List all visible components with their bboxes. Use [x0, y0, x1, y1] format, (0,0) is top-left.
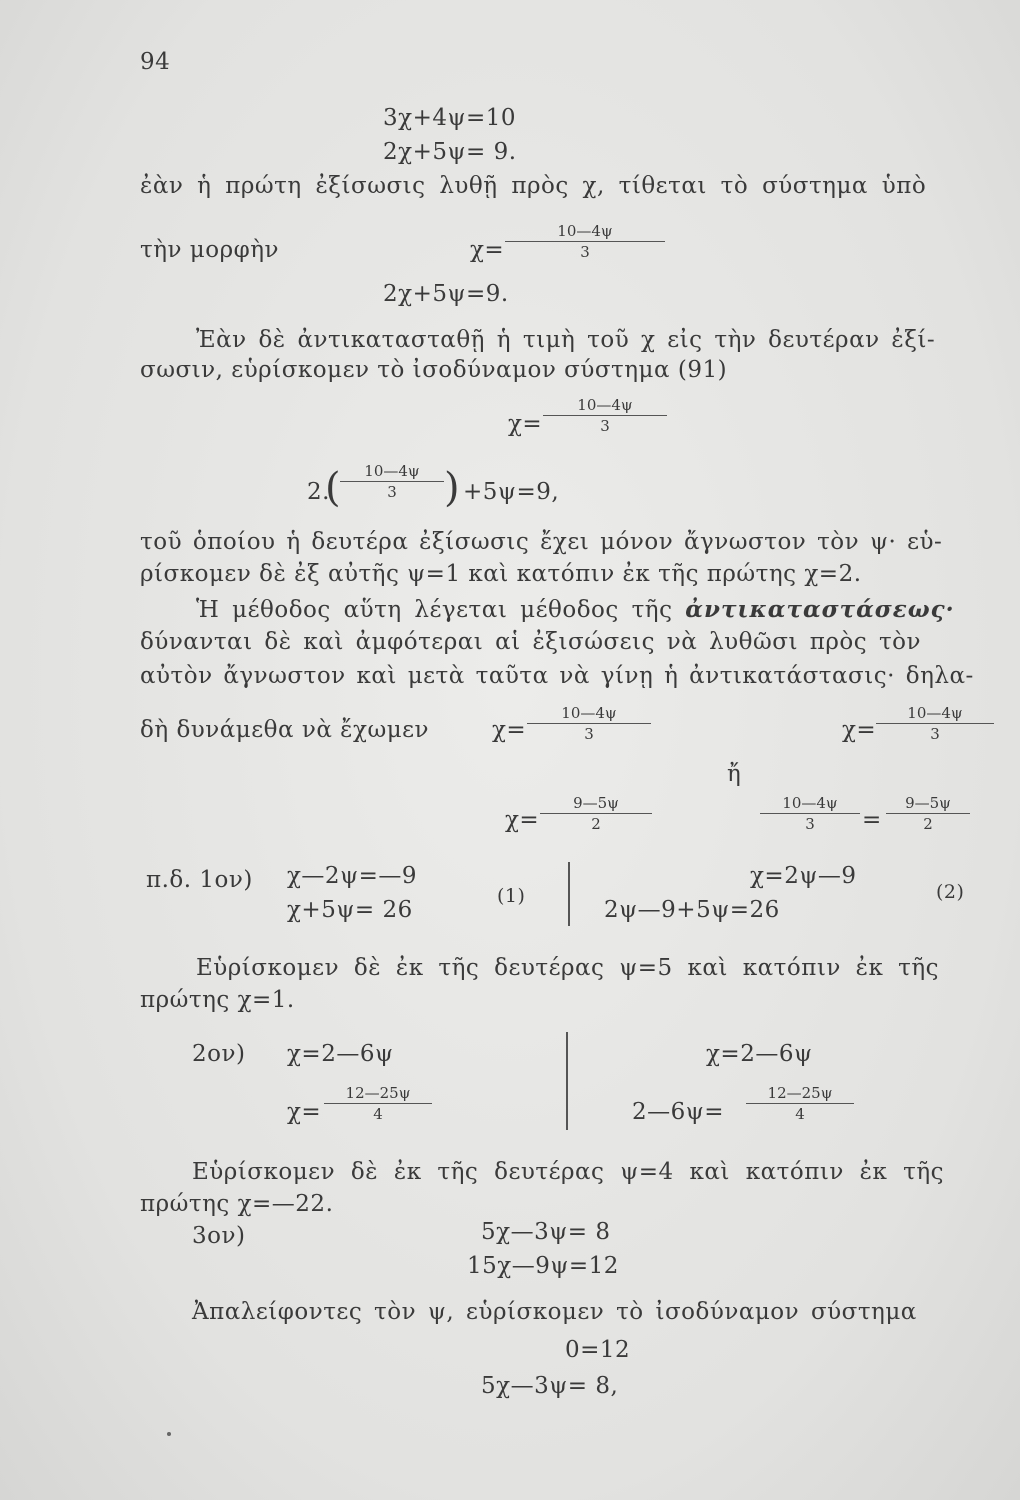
paragraph-line — [196, 596, 955, 624]
equation-line: χ—2ψ=—9 — [287, 863, 418, 889]
fraction — [543, 396, 667, 435]
fraction — [746, 1084, 854, 1123]
paragraph-line: ρίσκομεν δὲ ἐξ αὐτῆς ψ=1 καὶ κατόπιν ἐκ τῆς πρώτης χ=2. — [140, 561, 862, 587]
paragraph-line: ἐὰν ἡ πρώτη ἐξίσωσις λυθῇ πρὸς χ, τίθεται τὸ σύστημα ὑπὸ — [140, 173, 927, 199]
fraction-numerator: 9—5ψ — [540, 794, 652, 814]
fraction-numerator: 10—4ψ — [505, 222, 665, 242]
equals-sign: = — [862, 807, 882, 833]
paragraph-line: σωσιν, εὑρίσκομεν τὸ ἰσοδύναμον σύστημα (91) — [140, 357, 728, 383]
equation-line: 5χ—3ψ= 8, — [481, 1373, 619, 1399]
fraction-numerator: 10—4ψ — [340, 462, 444, 482]
fraction-numerator: 9—5ψ — [886, 794, 970, 814]
paragraph-line: Εὑρίσκομεν δὲ ἐκ τῆς δευτέρας ψ=4 καὶ κατόπιν ἐκ τῆς — [192, 1159, 945, 1185]
left-parenthesis: ( — [325, 465, 341, 511]
system-tag: (2) — [936, 881, 965, 903]
fraction-numerator: 10—4ψ — [543, 396, 667, 416]
fraction-lhs: χ= — [287, 1099, 322, 1125]
equation-line: χ=2—6ψ — [287, 1041, 394, 1067]
fraction-lhs: 2—6ψ= — [632, 1099, 725, 1125]
fraction-numerator: 10—4ψ — [527, 704, 651, 724]
fraction-denominator: 3 — [600, 417, 610, 435]
fraction-numerator: 12—25ψ — [746, 1084, 854, 1104]
example-label: π.δ. 1ον) — [146, 867, 253, 893]
fraction-denominator: 2 — [923, 815, 933, 833]
page-number: 94 — [140, 49, 171, 75]
fraction-denominator: 3 — [805, 815, 815, 833]
coefficient: 2. — [307, 479, 330, 505]
equation-line: 2χ+5ψ=9. — [383, 281, 509, 307]
equation-line: 0=12 — [565, 1337, 631, 1363]
separator-line — [568, 862, 570, 926]
fraction — [505, 222, 665, 261]
system-tag: (1) — [497, 885, 526, 907]
fraction-lhs: χ= — [492, 717, 527, 743]
equation-line: 3χ+4ψ=10 — [383, 105, 517, 131]
paragraph-line: δύνανται δὲ καὶ ἀμφότεραι αἱ ἐξισώσεις νὰ λυθῶσι πρὸς τὸν — [140, 629, 922, 655]
separator-line — [566, 1032, 568, 1130]
fraction-lhs: χ= — [505, 807, 540, 833]
equation-line: χ=2—6ψ — [706, 1041, 813, 1067]
fraction-denominator: 3 — [580, 243, 590, 261]
paragraph-line: Ἐὰν δὲ ἀντικατασταθῇ ἡ τιμὴ τοῦ χ εἰς τὴν δευτέραν ἐξί- — [196, 327, 936, 353]
emphasized-term: ἀντικαταστάσεως· — [685, 596, 955, 623]
fraction — [340, 462, 444, 501]
equation-line: χ+5ψ= 26 — [287, 897, 413, 923]
equation-line: 2χ+5ψ= 9. — [383, 139, 517, 165]
fraction-lhs: χ= — [842, 717, 877, 743]
or-connector: ἤ — [727, 761, 742, 787]
paragraph-line: πρώτης χ=—22. — [140, 1191, 334, 1217]
fraction-denominator: 3 — [387, 483, 397, 501]
fraction-numerator: 12—25ψ — [324, 1084, 432, 1104]
paragraph-line: δὴ δυνάμεθα νὰ ἔχωμεν — [140, 717, 430, 743]
paragraph-line: πρώτης χ=1. — [140, 987, 295, 1013]
paragraph-text: Ἡ μέθοδος αὕτη λέγεται μέθοδος τῆς — [196, 597, 686, 623]
equation-tail: +5ψ=9, — [463, 479, 560, 505]
fraction — [760, 794, 860, 833]
example-label: 2ον) — [192, 1041, 246, 1067]
equation-line: χ=2ψ—9 — [750, 863, 857, 889]
fraction — [527, 704, 651, 743]
fraction-denominator: 3 — [584, 725, 594, 743]
fraction — [886, 794, 970, 833]
paragraph-line: Ἀπαλείφοντες τὸν ψ, εὑρίσκομεν τὸ ἰσοδύναμον σύστημα — [192, 1299, 917, 1325]
fraction — [876, 704, 994, 743]
paragraph-line: Εὑρίσκομεν δὲ ἐκ τῆς δευτέρας ψ=5 καὶ κατόπιν ἐκ τῆς — [196, 955, 940, 981]
fraction-numerator: 10—4ψ — [760, 794, 860, 814]
paragraph-line: τὴν μορφὴν — [140, 237, 279, 263]
paragraph-line: αὐτὸν ἄγνωστον καὶ μετὰ ταῦτα νὰ γίνῃ ἡ ἀντικατάστασις· δηλα- — [140, 663, 974, 689]
equation-line: 15χ—9ψ=12 — [467, 1253, 619, 1279]
fraction-denominator: 4 — [795, 1105, 805, 1123]
fraction — [324, 1084, 432, 1123]
fraction-denominator: 4 — [373, 1105, 383, 1123]
fraction-numerator: 10—4ψ — [876, 704, 994, 724]
ink-speck — [167, 1432, 171, 1436]
fraction-denominator: 2 — [591, 815, 601, 833]
paragraph-line: τοῦ ὁποίου ἡ δευτέρα ἐξίσωσις ἔχει μόνον ἄγνωστον τὸν ψ· εὑ- — [140, 529, 943, 555]
example-label: 3ον) — [192, 1223, 246, 1249]
fraction-lhs: χ= — [470, 237, 505, 263]
equation-line: 2ψ—9+5ψ=26 — [604, 897, 780, 923]
fraction-denominator: 3 — [930, 725, 940, 743]
fraction — [540, 794, 652, 833]
fraction-lhs: χ= — [508, 411, 543, 437]
equation-line: 5χ—3ψ= 8 — [481, 1219, 611, 1245]
right-parenthesis: ) — [444, 465, 460, 511]
